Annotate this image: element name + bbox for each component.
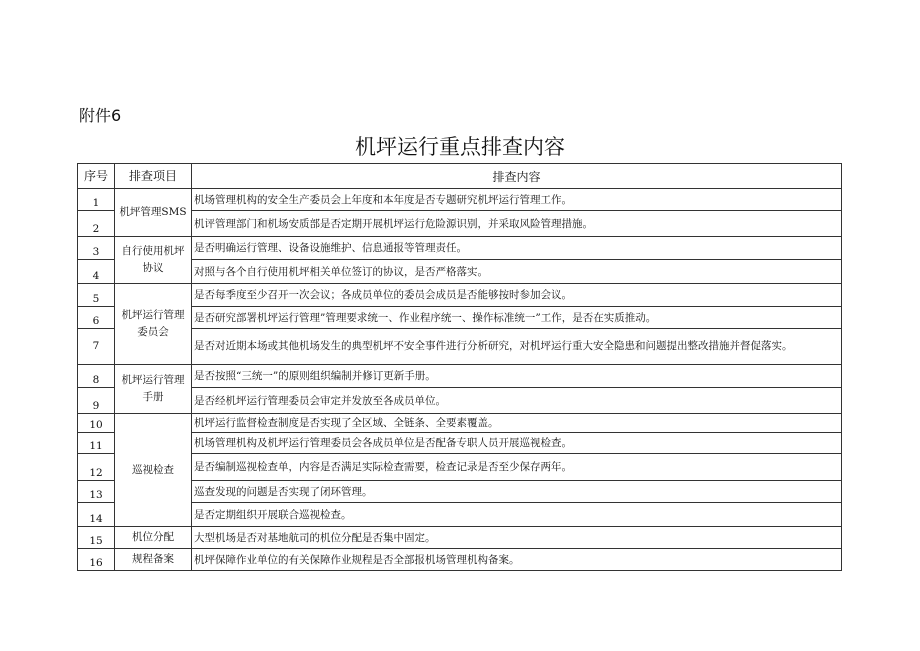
header-item: 排查项目 (115, 164, 192, 189)
row-number: 10 (78, 414, 115, 433)
row-number: 12 (78, 454, 115, 481)
row-item: 规程备案 (115, 549, 192, 571)
table-row (78, 481, 842, 503)
row-item: 巡视检查 (115, 414, 192, 527)
table-row (78, 329, 842, 365)
row-content: 机场管理机构及机坪运行管理委员会各成员单位是否配备专职人员开展巡视检查。 (192, 433, 842, 454)
row-content: 机坪运行监督检查制度是否实现了全区域、全链条、全要素覆盖。 (192, 414, 842, 433)
row-number: 5 (78, 284, 115, 307)
row-number: 7 (78, 329, 115, 365)
row-content: 机评管理部门和机场安质部是否定期开展机坪运行危险源识别，并采取风险管理措施。 (192, 211, 842, 237)
row-number: 9 (78, 388, 115, 414)
row-content: 是否按照“三统一”的原则组织编制并修订更新手册。 (192, 365, 842, 388)
row-content: 大型机场是否对基地航司的机位分配是否集中固定。 (192, 527, 842, 549)
header-no: 序号 (78, 164, 115, 189)
row-number: 6 (78, 307, 115, 329)
row-content: 是否定期组织开展联合巡视检查。 (192, 503, 842, 527)
row-item: 机坪管理SMS (115, 189, 192, 237)
row-number: 13 (78, 481, 115, 503)
row-content: 机坪保障作业单位的有关保障作业规程是否全部报机场管理机构备案。 (192, 549, 842, 571)
row-number: 11 (78, 433, 115, 454)
table-row (78, 211, 842, 237)
table-row (78, 189, 842, 211)
table-row (78, 260, 842, 284)
row-number: 16 (78, 549, 115, 571)
table-row (78, 414, 842, 433)
table-row (78, 307, 842, 329)
row-content: 是否明确运行管理、设备设施维护、信息通报等管理责任。 (192, 237, 842, 260)
row-content: 巡查发现的问题是否实现了闭环管理。 (192, 481, 842, 503)
row-number: 15 (78, 527, 115, 549)
table-row (78, 365, 842, 388)
row-number: 4 (78, 260, 115, 284)
row-number: 1 (78, 189, 115, 211)
row-content: 是否对近期本场或其他机场发生的典型机坪不安全事件进行分析研究，对机坪运行重大安全隐患和问题提出整改措施并督促落实。 (192, 329, 842, 365)
table-header-row (78, 164, 842, 189)
row-item: 机坪运行管理委员会 (115, 284, 192, 365)
table-row (78, 503, 842, 527)
table-row (78, 284, 842, 307)
row-item: 机坪运行管理手册 (115, 365, 192, 414)
attachment-label: 附件6 (79, 106, 122, 125)
row-content: 是否编制巡视检查单，内容是否满足实际检查需要，检查记录是否至少保存两年。 (192, 454, 842, 481)
row-content: 对照与各个自行使用机坪相关单位签订的协议，是否严格落实。 (192, 260, 842, 284)
table-row (78, 527, 842, 549)
row-content: 机场管理机构的安全生产委员会上年度和本年度是否专题研究机坪运行管理工作。 (192, 189, 842, 211)
inspection-table (77, 163, 842, 571)
table-row (78, 388, 842, 414)
row-number: 3 (78, 237, 115, 260)
header-content: 排查内容 (192, 164, 842, 189)
row-number: 8 (78, 365, 115, 388)
row-number: 14 (78, 503, 115, 527)
row-content: 是否经机坪运行管理委员会审定并发放至各成员单位。 (192, 388, 842, 414)
row-number: 2 (78, 211, 115, 237)
table-row (78, 237, 842, 260)
row-item: 机位分配 (115, 527, 192, 549)
row-content: 是否研究部署机坪运行管理”管理要求统一、作业程序统一、操作标准统一”工作，是否在实质推动。 (192, 307, 842, 329)
table-row (78, 433, 842, 454)
row-item: 自行使用机坪协议 (115, 237, 192, 284)
page-title: 机坪运行重点排查内容 (355, 135, 565, 159)
table-row (78, 454, 842, 481)
row-content: 是否每季度至少召开一次会议；各成员单位的委员会成员是否能够按时参加会议。 (192, 284, 842, 307)
table-row (78, 549, 842, 571)
